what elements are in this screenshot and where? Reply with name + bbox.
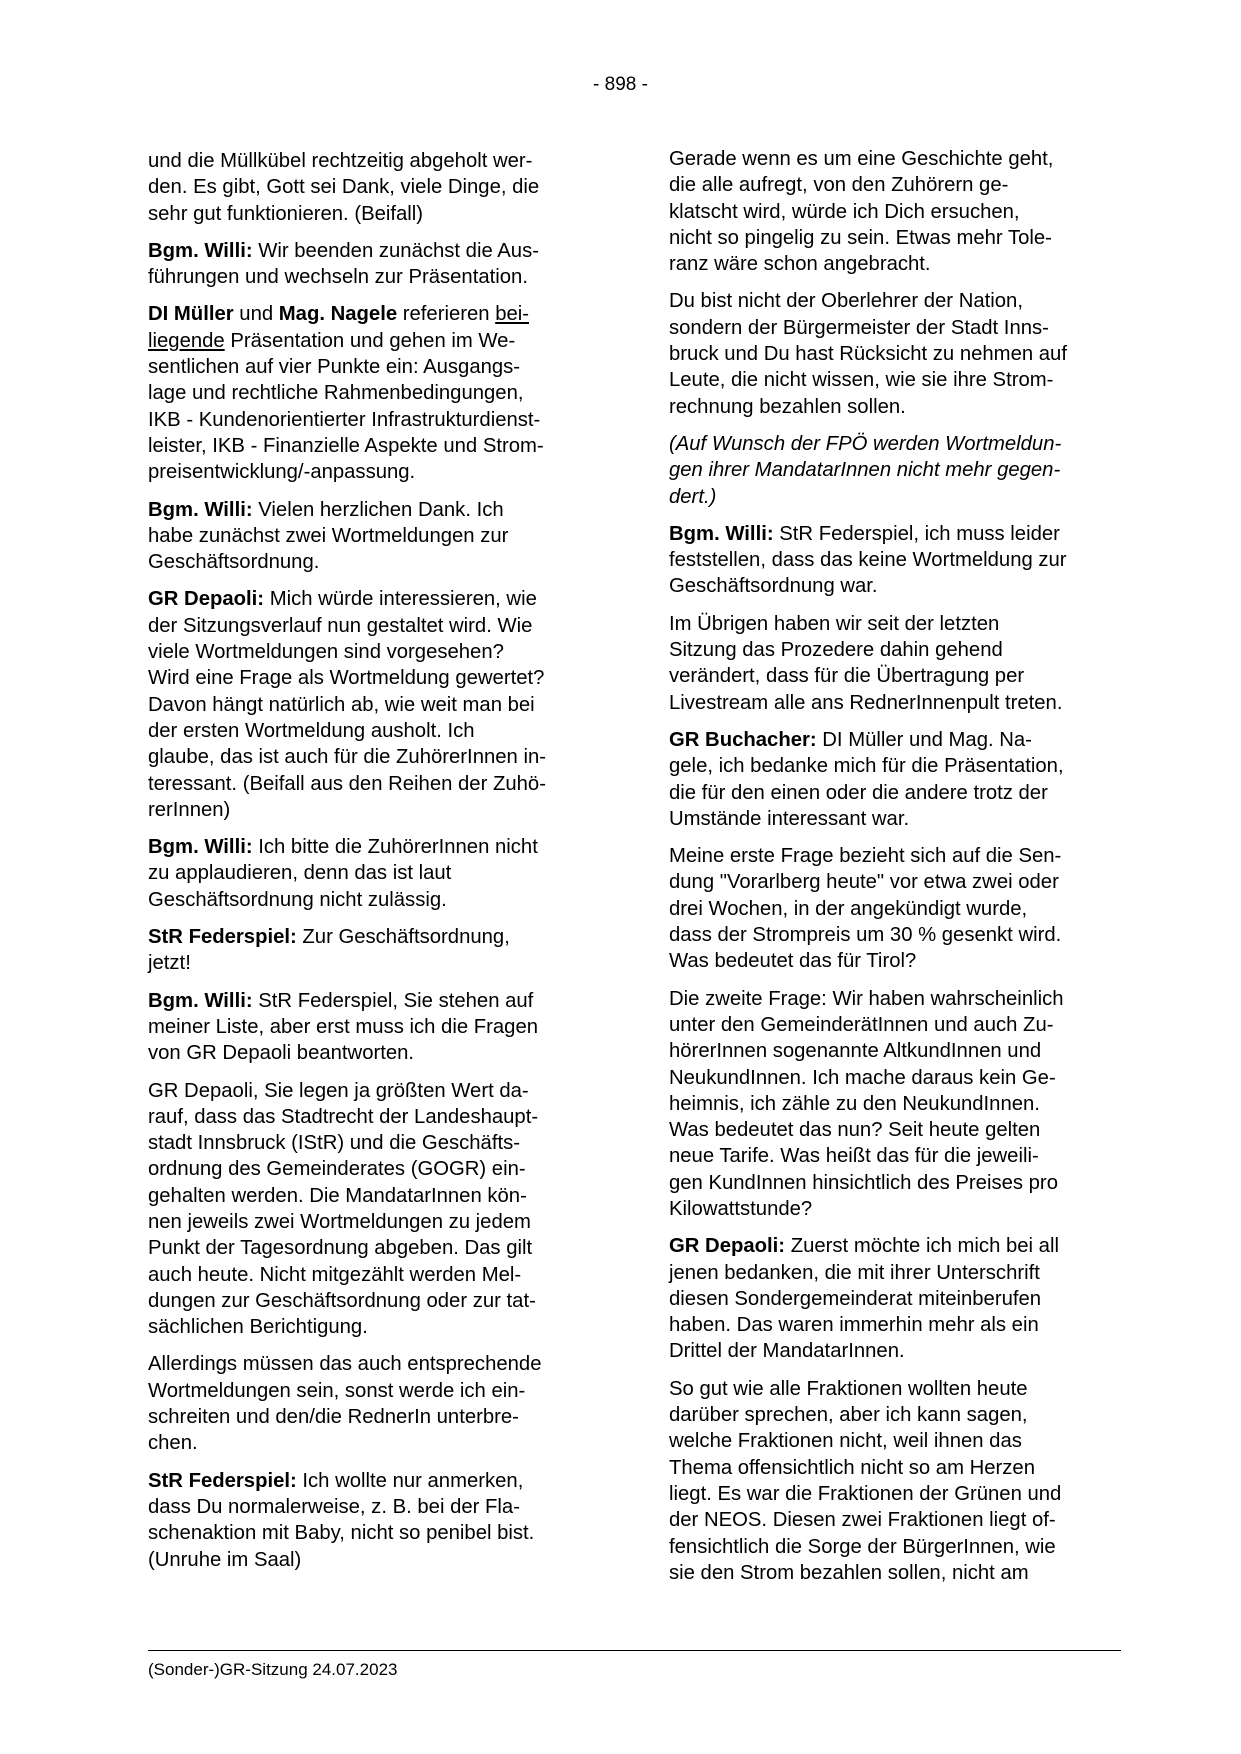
paragraph: DI Müller und Mag. Nagele referieren bei- liegende Präsentation und gehen im We- sentlichen auf vier Punkte ein: Ausgangs- lage und rechtliche Rahmenbedingungen, IKB - Kundenorientierter Infrastrukturdienst- leister, IKB - Finanzielle Aspekte und Strom- preisentwicklung/-anpassung. bbox=[148, 303, 544, 484]
paragraph: So gut wie alle Fraktionen wollten heute darüber sprechen, aber ich kann sagen, welche Fraktionen nicht, weil ihnen das Thema offensichtlich nicht so am Herzen liegt. Es war die Fraktionen der Grünen und der NEOS. Diesen zwei Fraktionen liegt of- fensichtlich die Sorge der BürgerInnen, wie sie den Strom bezahlen sollen, nicht am bbox=[669, 1377, 1062, 1584]
speaker-name: Bgm. Willi: bbox=[148, 989, 253, 1012]
paragraph: und die Müllkübel rechtzeitig abgeholt wer- den. Es gibt, Gott sei Dank, viele Dinge, die sehr gut funktionieren. (Beifall) bbox=[148, 150, 540, 225]
paragraph: StR Federspiel: Zur Geschäftsordnung, jetzt! bbox=[148, 926, 510, 975]
paragraph: Gerade wenn es um eine Geschichte geht, die alle aufregt, von den Zuhörern ge- klatscht wird, würde ich Dich ersuchen, nicht so pingelig zu sein. Etwas mehr Tole- ranz wäre schon angebracht. bbox=[669, 148, 1054, 276]
attachment-link[interactable]: bei- bbox=[495, 303, 530, 326]
paragraph: Allerdings müssen das auch entsprechende Wortmeldungen sein, sonst werde ich ein- schreiten und den/die RednerIn unterbre- chen. bbox=[148, 1353, 542, 1455]
attachment-link[interactable]: liegende bbox=[148, 329, 225, 352]
speaker-name: StR Federspiel: bbox=[148, 1469, 297, 1492]
editorial-note: (Auf Wunsch der FPÖ werden Wortmeldun- gen ihrer MandatarInnen nicht mehr gegen- dert.) bbox=[669, 432, 1062, 508]
paragraph: Meine erste Frage bezieht sich auf die Sen- dung "Vorarlberg heute" vor etwa zwei oder drei Wochen, in der angekündigt wurde, dass der Strompreis um 30 % gesenkt wird. Was bedeutet das für Tirol? bbox=[669, 845, 1062, 973]
left-column bbox=[148, 148, 596, 1584]
paragraph: GR Depaoli: Zuerst möchte ich mich bei all jenen bedanken, die mit ihrer Unterschrift diesen Sondergemeinderat miteinberufen haben. Das waren immerhin mehr als ein Drittel der MandatarInnen. bbox=[669, 1235, 1059, 1363]
paragraph: Die zweite Frage: Wir haben wahrscheinlich unter den GemeinderätInnen und auch Zu- hörerInnen sogenannte AltkundInnen und NeukundInnen. Ich mache daraus kein Ge- heimnis, ich zähle zu den NeukundInnen. Was bedeutet das nun? Seit heute gelten neue Tarife. Was heißt das für die jeweili- gen KundInnen hinsichtlich des Preises pro Kilowattstunde? bbox=[669, 987, 1064, 1220]
paragraph: Bgm. Willi: StR Federspiel, Sie stehen auf meiner Liste, aber erst muss ich die Fragen von GR Depaoli beantworten. bbox=[148, 989, 539, 1065]
paragraph: GR Depaoli, Sie legen ja größten Wert da- rauf, dass das Stadtrecht der Landeshaupt- stadt Innsbruck (IStR) und die Geschäfts- ordnung des Gemeinderates (GOGR) ein- gehalten werden. Die MandatarInnen kön- nen jeweils zwei Wortmeldungen zu jedem Punkt der Tagesordnung abgeben. Das gilt auch heute. Nicht mitgezählt werden Mel- dungen zur Geschäftsordnung oder zur tat- sächlichen Berichtigung. bbox=[148, 1079, 539, 1339]
paragraph: Im Übrigen haben wir seit der letzten Sitzung das Prozedere dahin gehend verändert, dass für die Übertragung per Livestream alle ans RednerInnenpult treten. bbox=[669, 612, 1063, 714]
footer-session-date: (Sonder-)GR-Sitzung 24.07.2023 bbox=[148, 1660, 398, 1679]
paragraph: StR Federspiel: Ich wollte nur anmerken, dass Du normalerweise, z. B. bei der Fla- schenaktion mit Baby, nicht so penibel bist. (Unruhe im Saal) bbox=[148, 1469, 535, 1571]
paragraph: Bgm. Willi: StR Federspiel, ich muss leider feststellen, dass das keine Wortmeldung zur Geschäftsordnung war. bbox=[669, 522, 1067, 598]
speaker-name: Bgm. Willi: bbox=[148, 239, 253, 262]
speaker-name: StR Federspiel: bbox=[148, 926, 297, 949]
footer-divider bbox=[148, 1650, 1121, 1651]
paragraph: Du bist nicht der Oberlehrer der Nation, sondern der Bürgermeister der Stadt Inns- bruck und Du hast Rücksicht zu nehmen auf Leute, die nicht wissen, wie sie ihre Strom- rechnung bezahlen sollen. bbox=[669, 290, 1067, 418]
paragraph: Bgm. Willi: Wir beenden zunächst die Aus- führungen und wechseln zur Präsentation. bbox=[148, 239, 539, 289]
right-column bbox=[669, 146, 1117, 1597]
page-number: - 898 - bbox=[593, 74, 648, 95]
speaker-name: GR Depaoli: bbox=[669, 1235, 786, 1258]
speaker-name: DI Müller bbox=[148, 303, 234, 326]
speaker-name: GR Buchacher: bbox=[669, 728, 817, 751]
speaker-name: Bgm. Willi: bbox=[669, 522, 774, 545]
speaker-name: Mag. Nagele bbox=[278, 303, 398, 326]
paragraph: GR Buchacher: DI Müller und Mag. Na- gele, ich bedanke mich für die Präsentation, die für den einen oder die andere trotz der Umstände interessant war. bbox=[669, 728, 1064, 830]
speaker-name: GR Depaoli: bbox=[148, 588, 265, 611]
paragraph: Bgm. Willi: Ich bitte die ZuhörerInnen nicht zu applaudieren, denn das ist laut Geschäftsordnung nicht zulässig. bbox=[148, 836, 538, 911]
paragraph: Bgm. Willi: Vielen herzlichen Dank. Ich habe zunächst zwei Wortmeldungen zur Geschäftsordnung. bbox=[148, 498, 509, 574]
paragraph: GR Depaoli: Mich würde interessieren, wie der Sitzungsverlauf nun gestaltet wird. Wie viele Wortmeldungen sind vorgesehen? Wird eine Frage als Wortmeldung gewertet? Davon hängt natürlich ab, wie weit man bei der ersten Wortmeldung ausholt. Ich glaube, das ist auch für die ZuhörerInnen in- teressant. (Beifall aus den Reihen der Zuhö- rerInnen) bbox=[148, 588, 546, 821]
speaker-name: Bgm. Willi: bbox=[148, 498, 253, 521]
speaker-name: Bgm. Willi: bbox=[148, 836, 253, 859]
